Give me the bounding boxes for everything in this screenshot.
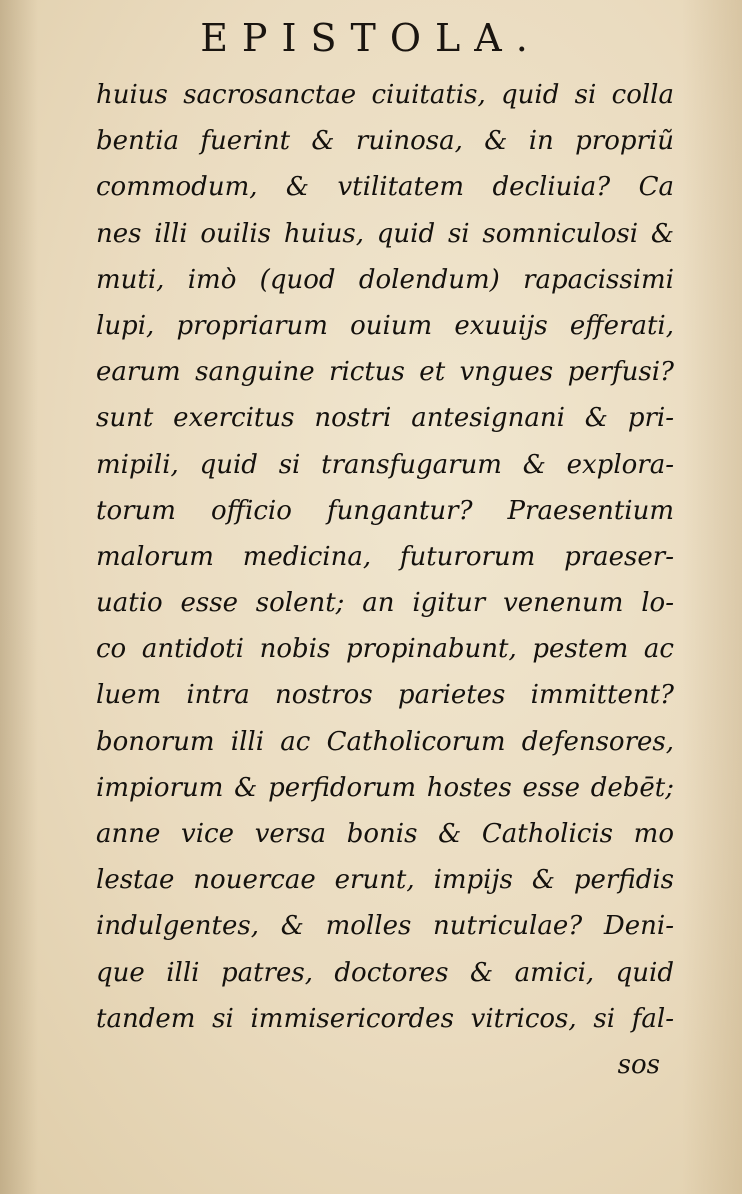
gutter-shadow <box>0 0 38 1194</box>
text-line: tandem si immisericordes vitricos, si fal- <box>96 1003 674 1034</box>
running-head: EPISTOLA. <box>200 16 542 60</box>
text-line: uatio esse solent; an igitur venenum lo- <box>96 588 674 619</box>
text-line: mipili, quid si transfugarum & explora- <box>96 449 674 480</box>
text-line: commodum, & vtilitatem decliuia? Ca <box>96 172 674 203</box>
text-line: nes illi ouilis huius, quid si somniculosi & <box>96 218 674 249</box>
text-line: lupi, propriarum ouium exuuijs efferati, <box>96 310 674 341</box>
text-line: co antidoti nobis propinabunt, pestem ac <box>96 634 674 665</box>
text-line: malorum medicina, futurorum praeser- <box>96 541 674 572</box>
text-line: impiorum & perfidorum hostes esse debēt; <box>96 772 674 803</box>
text-line: que illi patres, doctores & amici, quid <box>96 957 674 988</box>
text-line: bentia fuerint & ruinosa, & in propriũ <box>96 126 674 157</box>
text-line: indulgentes, & molles nutriculae? Deni- <box>96 911 674 942</box>
catchword: sos <box>617 1049 660 1080</box>
text-line: sunt exercitus nostri antesignani & pri- <box>96 403 674 434</box>
text-line: bonorum illi ac Catholicorum defensores, <box>96 726 674 757</box>
text-line: anne vice versa bonis & Catholicis mo <box>96 819 674 849</box>
text-line: earum sanguine rictus et vngues perfusi? <box>96 357 674 388</box>
text-line: lestae nouercae erunt, impijs & perfidis <box>96 865 674 896</box>
text-line: luem intra nostros parietes immittent? <box>96 680 674 711</box>
page-edge-shade <box>682 0 742 1194</box>
text-line: muti, imò (quod dolendum) rapacissimi <box>96 264 674 295</box>
text-block <box>96 72 674 1088</box>
text-line: huius sacrosanctae ciuitatis, quid si colla <box>96 80 674 110</box>
text-line: torum officio fungantur? Praesentium <box>96 495 674 526</box>
